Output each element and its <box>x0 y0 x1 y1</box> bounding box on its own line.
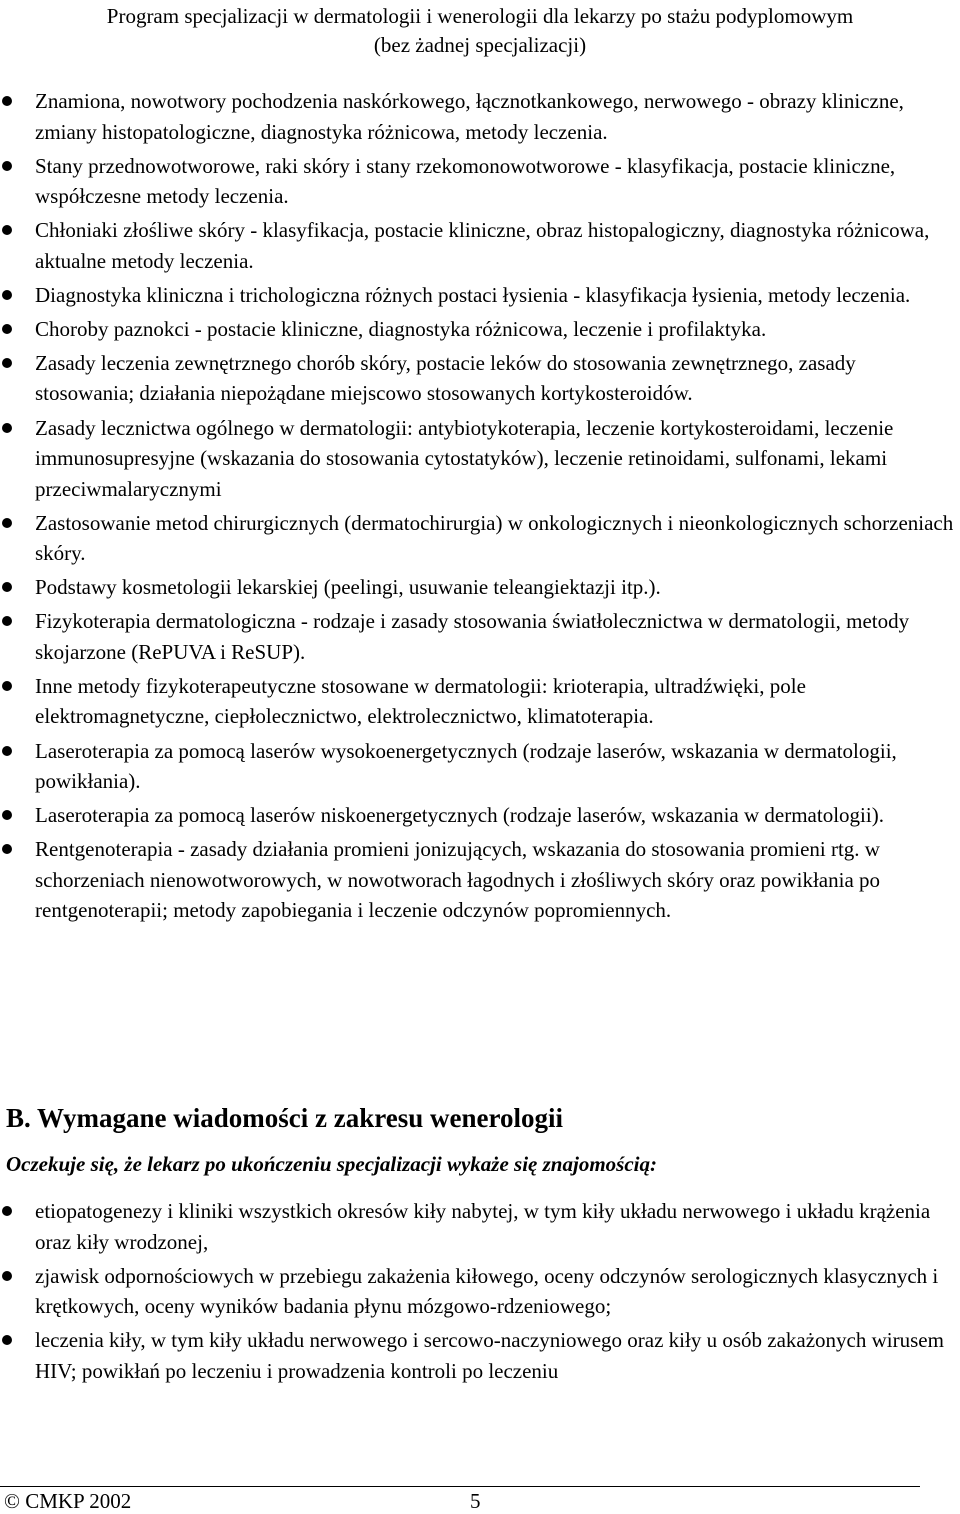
footer-page-number: 5 <box>470 1489 481 1513</box>
header-title-line1: Program specjalizacji w dermatologii i wenerologii dla lekarzy po stażu podyplomowym <box>106 4 854 28</box>
bullet-icon <box>2 518 12 528</box>
list-item <box>0 736 960 797</box>
bullet-icon <box>2 681 12 691</box>
list-item <box>0 348 960 409</box>
list-item <box>0 151 960 212</box>
list-item-text: Inne metody fizykoterapeutyczne stosowane w dermatologii: krioterapia, ultradźwięki, pole elektromagnetyczne, ciepłolecznictwo, elektrolecznictwo, klimatoterapia. <box>35 673 806 729</box>
list-item <box>0 800 960 831</box>
list-item-text: Laseroterapia za pomocą laserów wysokoenergetycznych (rodzaje laserów, wskazania w dermatologii, powikłania). <box>35 738 897 794</box>
list-item-text: Zasady lecznictwa ogólnego w dermatologii: antybiotykoterapia, leczenie kortykosteroidami, leczenie immunosupresyjne (wskazania do stosowania cytostatyków), leczenie retinoidami, sulfonami, lekami przeciwmalarycznymi <box>35 415 894 501</box>
section-b-intro: Oczekuje się, że lekarz po ukończeniu specjalizacji wykaże się znajomością: <box>6 1152 657 1176</box>
list-item-text: Chłoniaki złośliwe skóry - klasyfikacja, postacie kliniczne, obraz histopalogiczny, diagnostyka różnicowa, aktualne metody leczenia. <box>35 218 930 273</box>
header-title-line2: (bez żadnej specjalizacji) <box>373 33 587 57</box>
list-item <box>0 834 960 926</box>
bullet-icon <box>2 161 12 171</box>
bullet-icon <box>2 358 12 368</box>
bullet-icon <box>2 1271 12 1281</box>
section-b-heading: B. Wymagane wiadomości z zakresu wenerologii <box>6 1103 563 1133</box>
list-item-text: zjawisk odpornościowych w przebiegu zakażenia kiłowego, oceny odczynów serologicznych klasycznych i krętkowych, oceny wyników badania płynu mózgowo-rdzeniowego; <box>35 1263 939 1319</box>
venereology-topics-list <box>0 1196 960 1390</box>
footer-copyright: © CMKP 2002 <box>4 1489 132 1513</box>
list-item <box>0 671 960 732</box>
bullet-icon <box>2 1206 12 1216</box>
list-item <box>0 314 960 345</box>
list-item <box>0 215 960 276</box>
list-item-text: Znamiona, nowotwory pochodzenia naskórkowego, łącznotkankowego, nerwowego - obrazy kliniczne, zmiany histopatologiczne, diagnostyka różnicowa, metody leczenia. <box>35 89 904 144</box>
bullet-icon <box>2 616 12 626</box>
list-item <box>0 1325 960 1386</box>
list-item-text: Laseroterapia za pomocą laserów niskoenergetycznych (rodzaje laserów, wskazania w dermatologii). <box>35 803 884 828</box>
list-item-text: Fizykoterapia dermatologiczna - rodzaje i zasady stosowania światłolecznictwa w dermatologii, metody skojarzone (RePUVA i ReSUP). <box>35 609 910 664</box>
footer-divider <box>0 1486 920 1487</box>
bullet-icon <box>2 582 12 592</box>
list-item <box>0 413 960 505</box>
list-item-text: Podstawy kosmetologii lekarskiej (peelingi, usuwanie teleangiektazji itp.). <box>35 575 661 600</box>
list-item <box>0 508 960 569</box>
bullet-icon <box>2 746 12 756</box>
list-item <box>0 1261 960 1322</box>
list-item-text: Zastosowanie metod chirurgicznych (dermatochirurgia) w onkologicznych i nieonkologicznych schorzeniach skóry. <box>35 510 954 566</box>
list-item-text: Stany przednowotworowe, raki skóry i stany rzekomonowotworowe - klasyfikacja, postacie kliniczne, współczesne metody leczenia. <box>35 153 896 209</box>
list-item-text: Diagnostyka kliniczna i trichologiczna różnych postaci łysienia - klasyfikacja łysienia, metody leczenia. <box>35 282 911 307</box>
page-header <box>0 2 960 60</box>
bullet-icon <box>2 844 12 854</box>
list-item-text: leczenia kiły, w tym kiły układu nerwowego i sercowo-naczyniowego oraz kiły u osób zakażonych wirusem HIV; powikłań po leczeniu i prowadzenia kontroli po leczeniu <box>35 1328 944 1383</box>
bullet-icon <box>2 324 12 334</box>
bullet-icon <box>2 290 12 300</box>
list-item-text: Rentgenoterapia - zasady działania promieni jonizujących, wskazania do stosowania promieni rtg. w schorzeniach nienowotworowych, w nowotworach łagodnych i złośliwych skóry oraz powikłania po rentgenoterapii; metody zapobiegania i leczenie odczynów popromiennych. <box>35 837 881 923</box>
list-item <box>0 572 960 603</box>
list-item-text: Zasady leczenia zewnętrznego chorób skóry, postacie leków do stosowania zewnętrznego, zasady stosowania; działania niepożądane miejscowo stosowanych kortykosteroidów. <box>35 350 856 406</box>
bullet-icon <box>2 96 12 106</box>
bullet-icon <box>2 225 12 235</box>
bullet-icon <box>2 810 12 820</box>
list-item <box>0 280 960 311</box>
list-item-text: Choroby paznokci - postacie kliniczne, diagnostyka różnicowa, leczenie i profilaktyka. <box>35 316 767 341</box>
dermatology-topics-list <box>0 86 960 929</box>
list-item <box>0 606 960 667</box>
list-item-text: etiopatogenezy i kliniki wszystkich okresów kiły nabytej, w tym kiły układu nerwowego i układu krążenia oraz kiły wrodzonej, <box>35 1199 931 1254</box>
list-item <box>0 1196 960 1257</box>
bullet-icon <box>2 1335 12 1345</box>
list-item <box>0 86 960 147</box>
bullet-icon <box>2 423 12 433</box>
